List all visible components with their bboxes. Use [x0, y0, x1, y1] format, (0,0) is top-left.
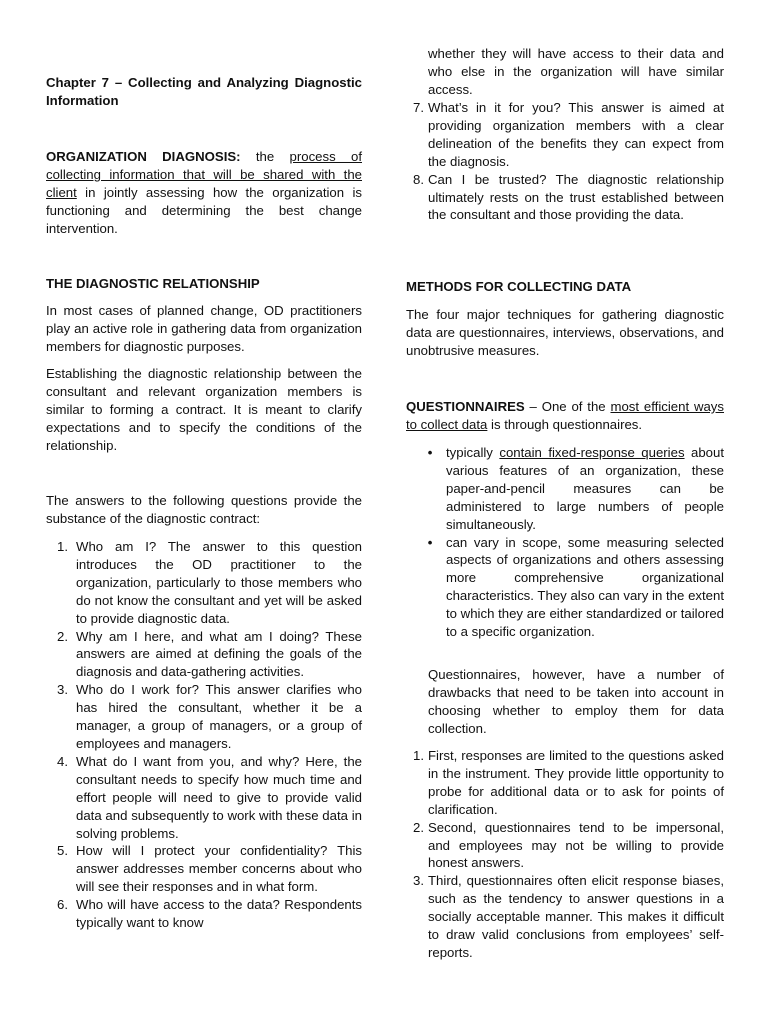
diagnostic-relationship-heading: THE DIAGNOSTIC RELATIONSHIP: [46, 276, 260, 291]
list-item-text: What’s in it for you? This answer is aimed at providing organization members with a clear delineation of the benefits they can expect from the diagnosis.: [428, 100, 724, 169]
list-number: 2.: [57, 628, 68, 644]
definition-text: is through questionnaires.: [487, 416, 643, 432]
list-item-text: typically: [446, 445, 500, 460]
list-item: [46, 896, 362, 932]
list-number: 8.: [413, 171, 424, 187]
list-item: [46, 681, 362, 753]
drawbacks-paragraph: Questionnaires, however, have a number of drawbacks that need to be taken into account in choosing whether to employ them for data collection.: [428, 667, 724, 736]
definition-text: the: [240, 149, 290, 164]
list-item: [46, 628, 362, 682]
methods-paragraph: The four major techniques for gathering diagnostic data are questionnaires, interviews, observations, and unobtrusive measures.: [406, 307, 724, 358]
questionnaire-bullets: [406, 444, 724, 641]
list-item-text: Who do I work for? This answer clarifies who has hired the consultant, whether it be a manager, a group of managers, or a group of employees and managers.: [76, 682, 362, 751]
list-number: 3.: [413, 873, 424, 889]
definition-underlined: process of collecting information that will be shared with the client: [46, 149, 362, 200]
contract-questions-list-continued: [406, 99, 724, 224]
list-item-text: Third, questionnaires often elicit response biases, such as the tendency to answer questions in a socially acceptable manner. This makes it difficult to draw valid conclusions from employees’ self-reports.: [428, 873, 724, 960]
list-number: 4.: [57, 753, 68, 769]
list-item: [424, 444, 724, 534]
organization-diagnosis-term: ORGANIZATION DIAGNOSIS:: [46, 149, 241, 164]
list-item-text: Who am I? The answer to this question introduces the OD practitioner to the organization, particularly to those members who do not know the consultant and yet will be asked to provide diagnostic data.: [76, 539, 362, 626]
list-item-text: First, responses are limited to the questions asked in the instrument. They provide little opportunity to probe for additional data or to ask for points of clarification.: [428, 748, 724, 817]
list-item-text: about various features of an organization, these paper-and-pencil measures can be administered to large numbers of people simultaneously.: [446, 445, 724, 532]
organization-diagnosis-definition: [46, 148, 362, 238]
list-item: [46, 538, 362, 628]
list-item: [406, 819, 724, 873]
question-6-continuation: whether they will have access to their data and who else in the organization will have similar access.: [428, 46, 724, 97]
list-number: 7.: [413, 100, 424, 115]
list-item: [406, 171, 724, 225]
list-item: [424, 534, 724, 641]
list-item-text: Second, questionnaires tend to be impersonal, and employees may not be willing to provide honest answers.: [428, 819, 724, 871]
list-item: [406, 747, 724, 819]
list-number: 1.: [57, 539, 68, 554]
contract-questions-list: [46, 538, 362, 932]
list-item-text: can vary in scope, some measuring selected aspects of organizations and others assessing more comprehensive organizational characteristics. They also can vary in the extent to which they are either standardized or tailored to a specific organization.: [446, 534, 724, 640]
paragraph-establishing-relationship: Establishing the diagnostic relationship between the consultant and relevant organization members is similar to forming a contract. It is meant to clarify expectations and to specify the conditions of the relationship.: [46, 366, 362, 453]
questionnaires-definition: [406, 398, 724, 434]
chapter-title: Chapter 7 – Collecting and Analyzing Diagnostic Information: [46, 75, 362, 108]
definition-text: in jointly assessing how the organization is functioning and determining the best change intervention.: [46, 184, 362, 236]
list-number: 3.: [57, 682, 68, 698]
list-item-underlined: contain fixed-response queries: [499, 445, 685, 460]
definition-text: – One of the: [524, 399, 611, 414]
list-item-text: How will I protect your confidentiality? This answer addresses member concerns about who will see their responses and in what form.: [76, 843, 362, 895]
paragraph-planned-change: In most cases of planned change, OD practitioners play an active role in gathering data from organization members for diagnostic purposes.: [46, 303, 362, 354]
list-item: [46, 753, 362, 843]
bullet-icon: •: [427, 534, 433, 550]
list-item: [406, 872, 724, 962]
list-number: 1.: [413, 748, 424, 763]
list-number: 6.: [57, 897, 68, 913]
paragraph-answers-intro: The answers to the following questions provide the substance of the diagnostic contract:: [46, 493, 362, 526]
questionnaires-term: QUESTIONNAIRES: [406, 399, 525, 414]
list-item-text: Why am I here, and what am I doing? These answers are aimed at defining the goals of the diagnosis and data-gathering activities.: [76, 628, 362, 680]
list-item-text: Who will have access to the data? Respondents typically want to know: [76, 897, 362, 931]
list-number: 5.: [57, 843, 68, 859]
list-item: [46, 842, 362, 896]
list-number: 2.: [413, 819, 424, 835]
list-item-text: What do I want from you, and why? Here, the consultant needs to specify how much time and effort people will need to give to provide valid data and subsequently to work with these data in solving problems.: [76, 753, 362, 841]
drawbacks-list: [406, 747, 724, 962]
list-item: [406, 99, 724, 171]
bullet-icon: •: [427, 445, 433, 460]
methods-heading: METHODS FOR COLLECTING DATA: [406, 279, 632, 294]
list-item-text: Can I be trusted? The diagnostic relationship ultimately rests on the trust established between the consultant and those providing the data.: [428, 171, 724, 223]
definition-underlined: most efficient ways to collect data: [406, 399, 724, 432]
